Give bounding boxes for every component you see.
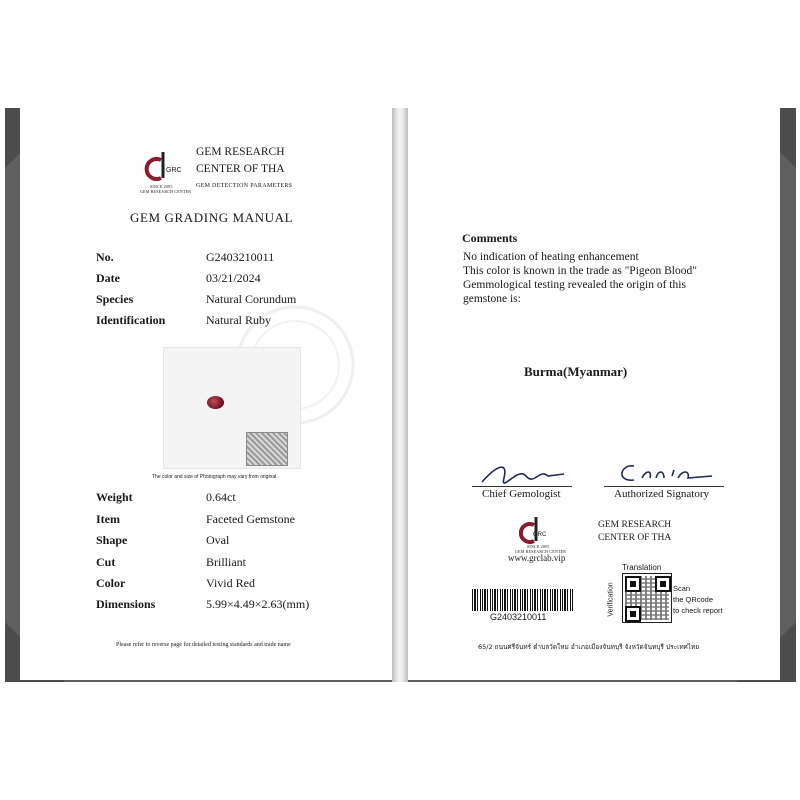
qr-top-label: Translation [622, 563, 662, 572]
chief-gemologist-signature [478, 458, 568, 488]
field-label-cut: Cut [96, 555, 116, 569]
center-fold [392, 108, 408, 682]
page-title: GEM GRADING MANUAL [130, 210, 294, 225]
comment-line: Gemmological testing revealed the origin of this [463, 279, 686, 291]
website-link[interactable]: www.grclab.vip [508, 553, 566, 563]
field-value-weight: 0.64ct [206, 490, 236, 504]
field-label-item: Item [96, 512, 120, 526]
logo-mark-text: GRC [166, 167, 182, 174]
ruby-gemstone [207, 396, 224, 409]
qr-instruction-line: to check report [673, 606, 723, 615]
org-name-line2: CENTER OF THA [598, 533, 672, 543]
right-page [408, 108, 780, 680]
logo-since: SINCE 2005 [527, 544, 550, 549]
hologram-sticker [246, 432, 288, 466]
photo-caption: The color and size of Photograph may vary from original. [152, 474, 278, 480]
footer-note: Please refer to reverse page for detailed testing standards and trade name [116, 642, 291, 648]
lab-address: 65/2 ถนนศรีจันทร์ ตำบลวัดใหม่ อำเภอเมืองจันทบุรี จังหวัดจันทบุรี ประเทศไทย [478, 643, 700, 651]
field-value-date: 03/21/2024 [206, 271, 261, 285]
barcode-text: G2403210011 [490, 612, 547, 622]
qr-finder [625, 606, 641, 622]
qr-instruction-line: the QRcode [673, 595, 714, 604]
origin-result: Burma(Myanmar) [524, 364, 628, 379]
qr-finder [625, 576, 641, 592]
field-label-identification: Identification [96, 313, 166, 327]
chief-gemologist-label: Chief Gemologist [482, 488, 561, 500]
comment-line: This color is known in the trade as "Pigeon Blood" [463, 265, 697, 277]
logo-since: SINCE 2005 [150, 184, 173, 189]
field-label-dimensions: Dimensions [96, 597, 156, 611]
logo-center-name: GEM RESEARCH CENTER [515, 549, 567, 554]
org-name-line1: GEM RESEARCH [598, 520, 672, 530]
comments-block [463, 250, 697, 306]
comment-line: No indication of heating enhancement [463, 251, 639, 263]
field-value-no: G2403210011 [206, 250, 275, 264]
org-subtitle: GEM DETECTION PARAMETERS [196, 183, 293, 189]
authorized-signatory-label: Authorized Signatory [614, 488, 710, 500]
signature-line-left [472, 486, 572, 487]
qr-side-label: Verification [607, 582, 615, 617]
field-value-color: Vivid Red [206, 576, 255, 590]
field-label-weight: Weight [96, 490, 133, 504]
org-name-line1: GEM RESEARCH [196, 146, 285, 158]
logo-center-name: GEM RESEARCH CENTER [140, 189, 192, 194]
field-value-species: Natural Corundum [206, 292, 297, 306]
field-value-item: Faceted Gemstone [206, 512, 295, 526]
grc-logo-icon [518, 515, 558, 547]
field-value-identification: Natural Ruby [206, 313, 271, 327]
field-value-shape: Oval [206, 533, 230, 547]
gemstone-photo [163, 347, 301, 469]
qr-instruction-line: Scan [673, 584, 691, 593]
verification-qr-code[interactable] [622, 573, 672, 623]
field-label-date: Date [96, 271, 120, 285]
field-label-color: Color [96, 576, 126, 590]
qr-finder [655, 576, 671, 592]
field-value-dimensions: 5.99×4.49×2.63(mm) [206, 597, 310, 611]
field-label-species: Species [96, 292, 134, 306]
field-value-cut: Brilliant [206, 555, 246, 569]
field-label-shape: Shape [96, 533, 128, 547]
field-label-no: No. [96, 250, 114, 264]
org-name-line2: CENTER OF THA [196, 163, 285, 175]
comment-line: gemstone is: [463, 293, 521, 305]
report-barcode [472, 589, 574, 611]
signature-line-right [604, 486, 724, 487]
authorized-signatory-signature [612, 456, 722, 488]
qr-instructions [673, 583, 723, 616]
logo-mark-text: GRC [533, 532, 547, 538]
comments-heading: Comments [462, 231, 518, 245]
